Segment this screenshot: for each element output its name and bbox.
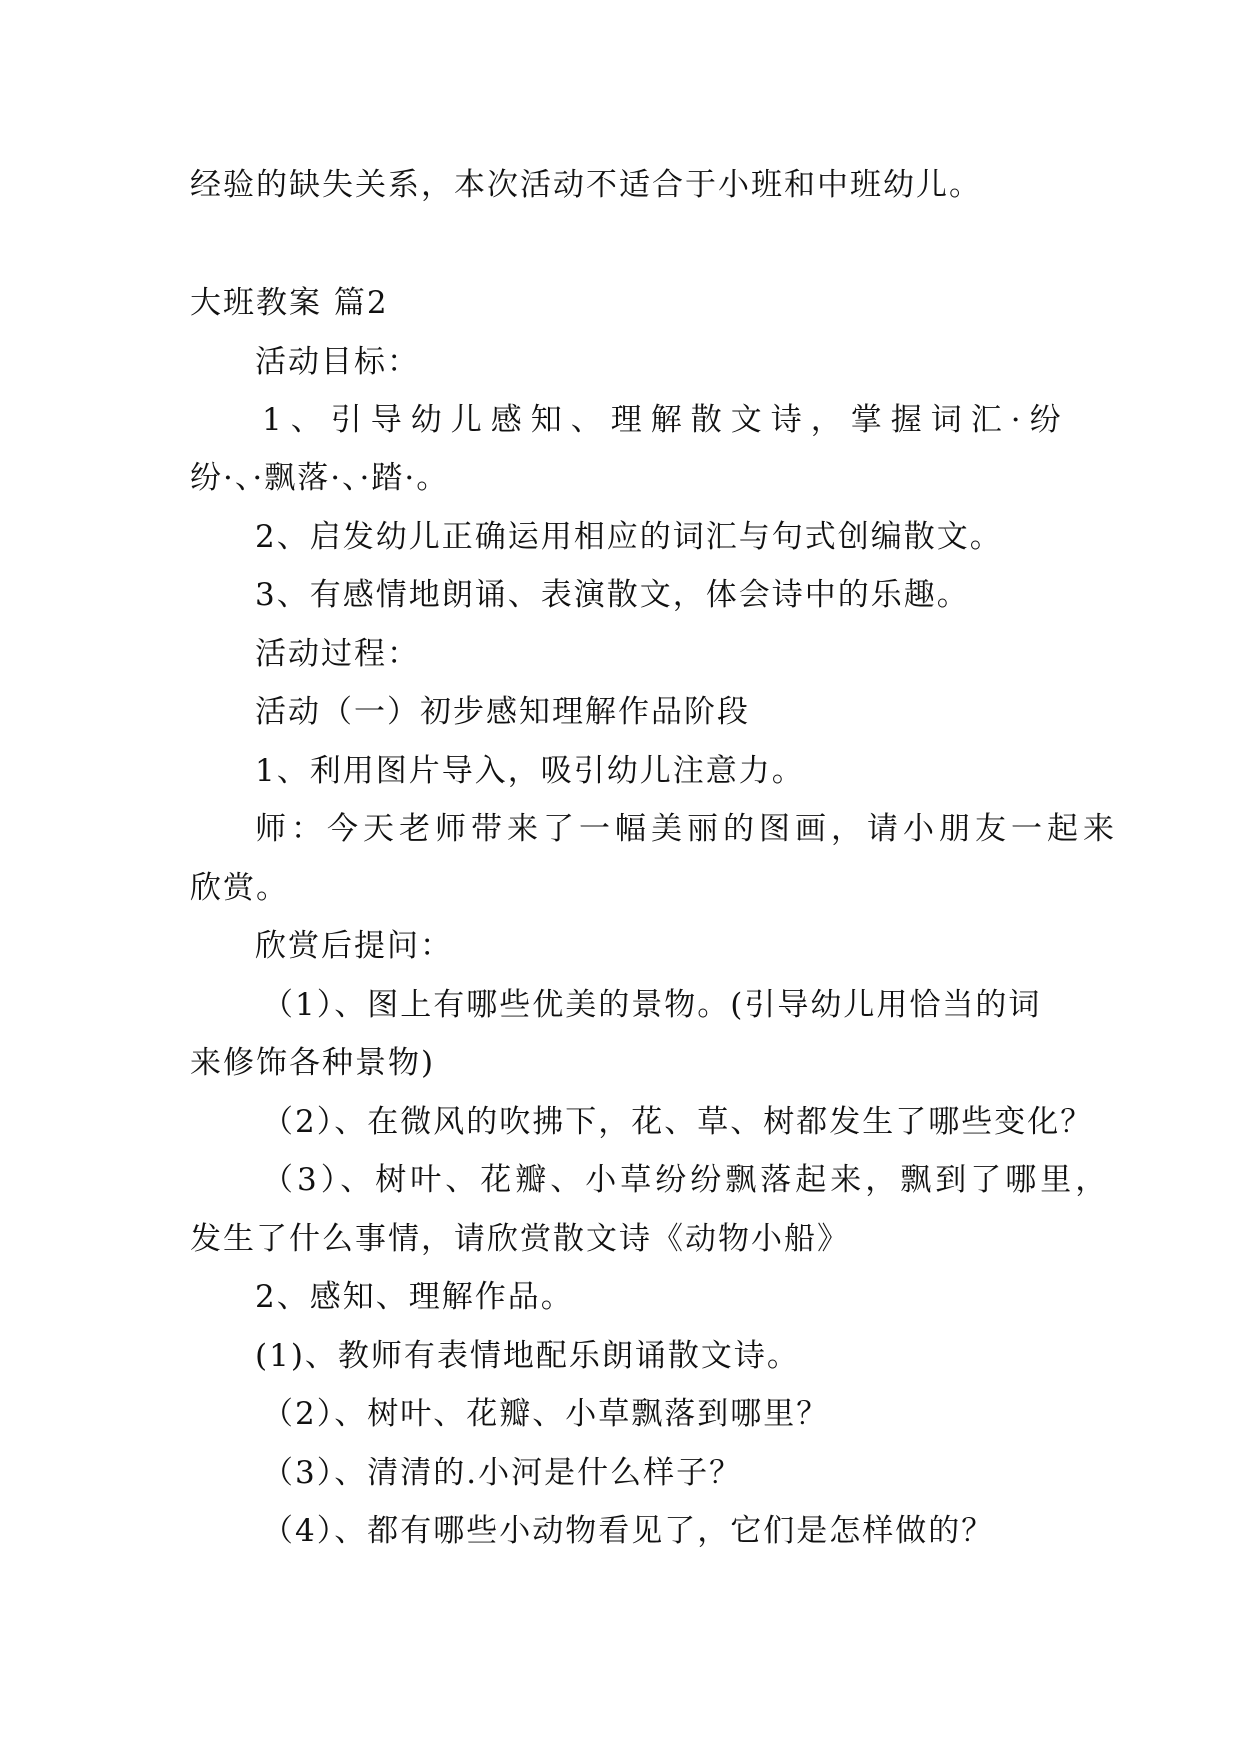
subheading-activity-process: 活动过程： xyxy=(255,636,420,672)
text-line: 师：今天老师带来了一幅美丽的图画，请小朋友一起来 xyxy=(255,811,1119,847)
text-line: 2、启发幼儿正确运用相应的词汇与句式创编散文。 xyxy=(255,519,1003,555)
text-line: （2）、树叶、花瓣、小草飘落到哪里？ xyxy=(262,1396,830,1432)
text-line: 3、有感情地朗诵、表演散文，体会诗中的乐趣。 xyxy=(255,577,970,613)
text-line: 纷·、·飘落·、·踏·。 xyxy=(190,460,450,496)
text-line: 1、引导幼儿感知、理解散文诗，掌握词汇·纷 xyxy=(262,402,1070,438)
section-heading: 大班教案 篇2 xyxy=(190,285,389,321)
text-line: 来修饰各种景物) xyxy=(190,1045,436,1081)
text-line: 活动（一）初步感知理解作品阶段 xyxy=(255,694,750,730)
text-line: 2、感知、理解作品。 xyxy=(255,1279,574,1315)
text-line: （3）、清清的.小河是什么样子？ xyxy=(262,1455,743,1491)
subheading-activity-goals: 活动目标： xyxy=(255,344,420,380)
text-line: （3）、树叶、花瓣、小草纷纷飘落起来，飘到了哪里， xyxy=(262,1162,1111,1198)
text-line: 欣赏后提问： xyxy=(255,928,453,964)
text-line: （1）、图上有哪些优美的景物。(引导幼儿用恰当的词 xyxy=(262,987,1042,1023)
text-line: （4）、都有哪些小动物看见了，它们是怎样做的？ xyxy=(262,1513,995,1549)
text-line: 经验的缺失关系，本次活动不适合于小班和中班幼儿。 xyxy=(190,167,982,203)
text-line: (1)、教师有表情地配乐朗诵散文诗。 xyxy=(255,1338,800,1374)
text-line: 1、利用图片导入，吸引幼儿注意力。 xyxy=(255,753,805,789)
text-line: 发生了什么事情，请欣赏散文诗《动物小船》 xyxy=(190,1221,850,1257)
text-line: 欣赏。 xyxy=(190,870,289,906)
text-line: （2）、在微风的吹拂下，花、草、树都发生了哪些变化？ xyxy=(262,1104,1094,1140)
